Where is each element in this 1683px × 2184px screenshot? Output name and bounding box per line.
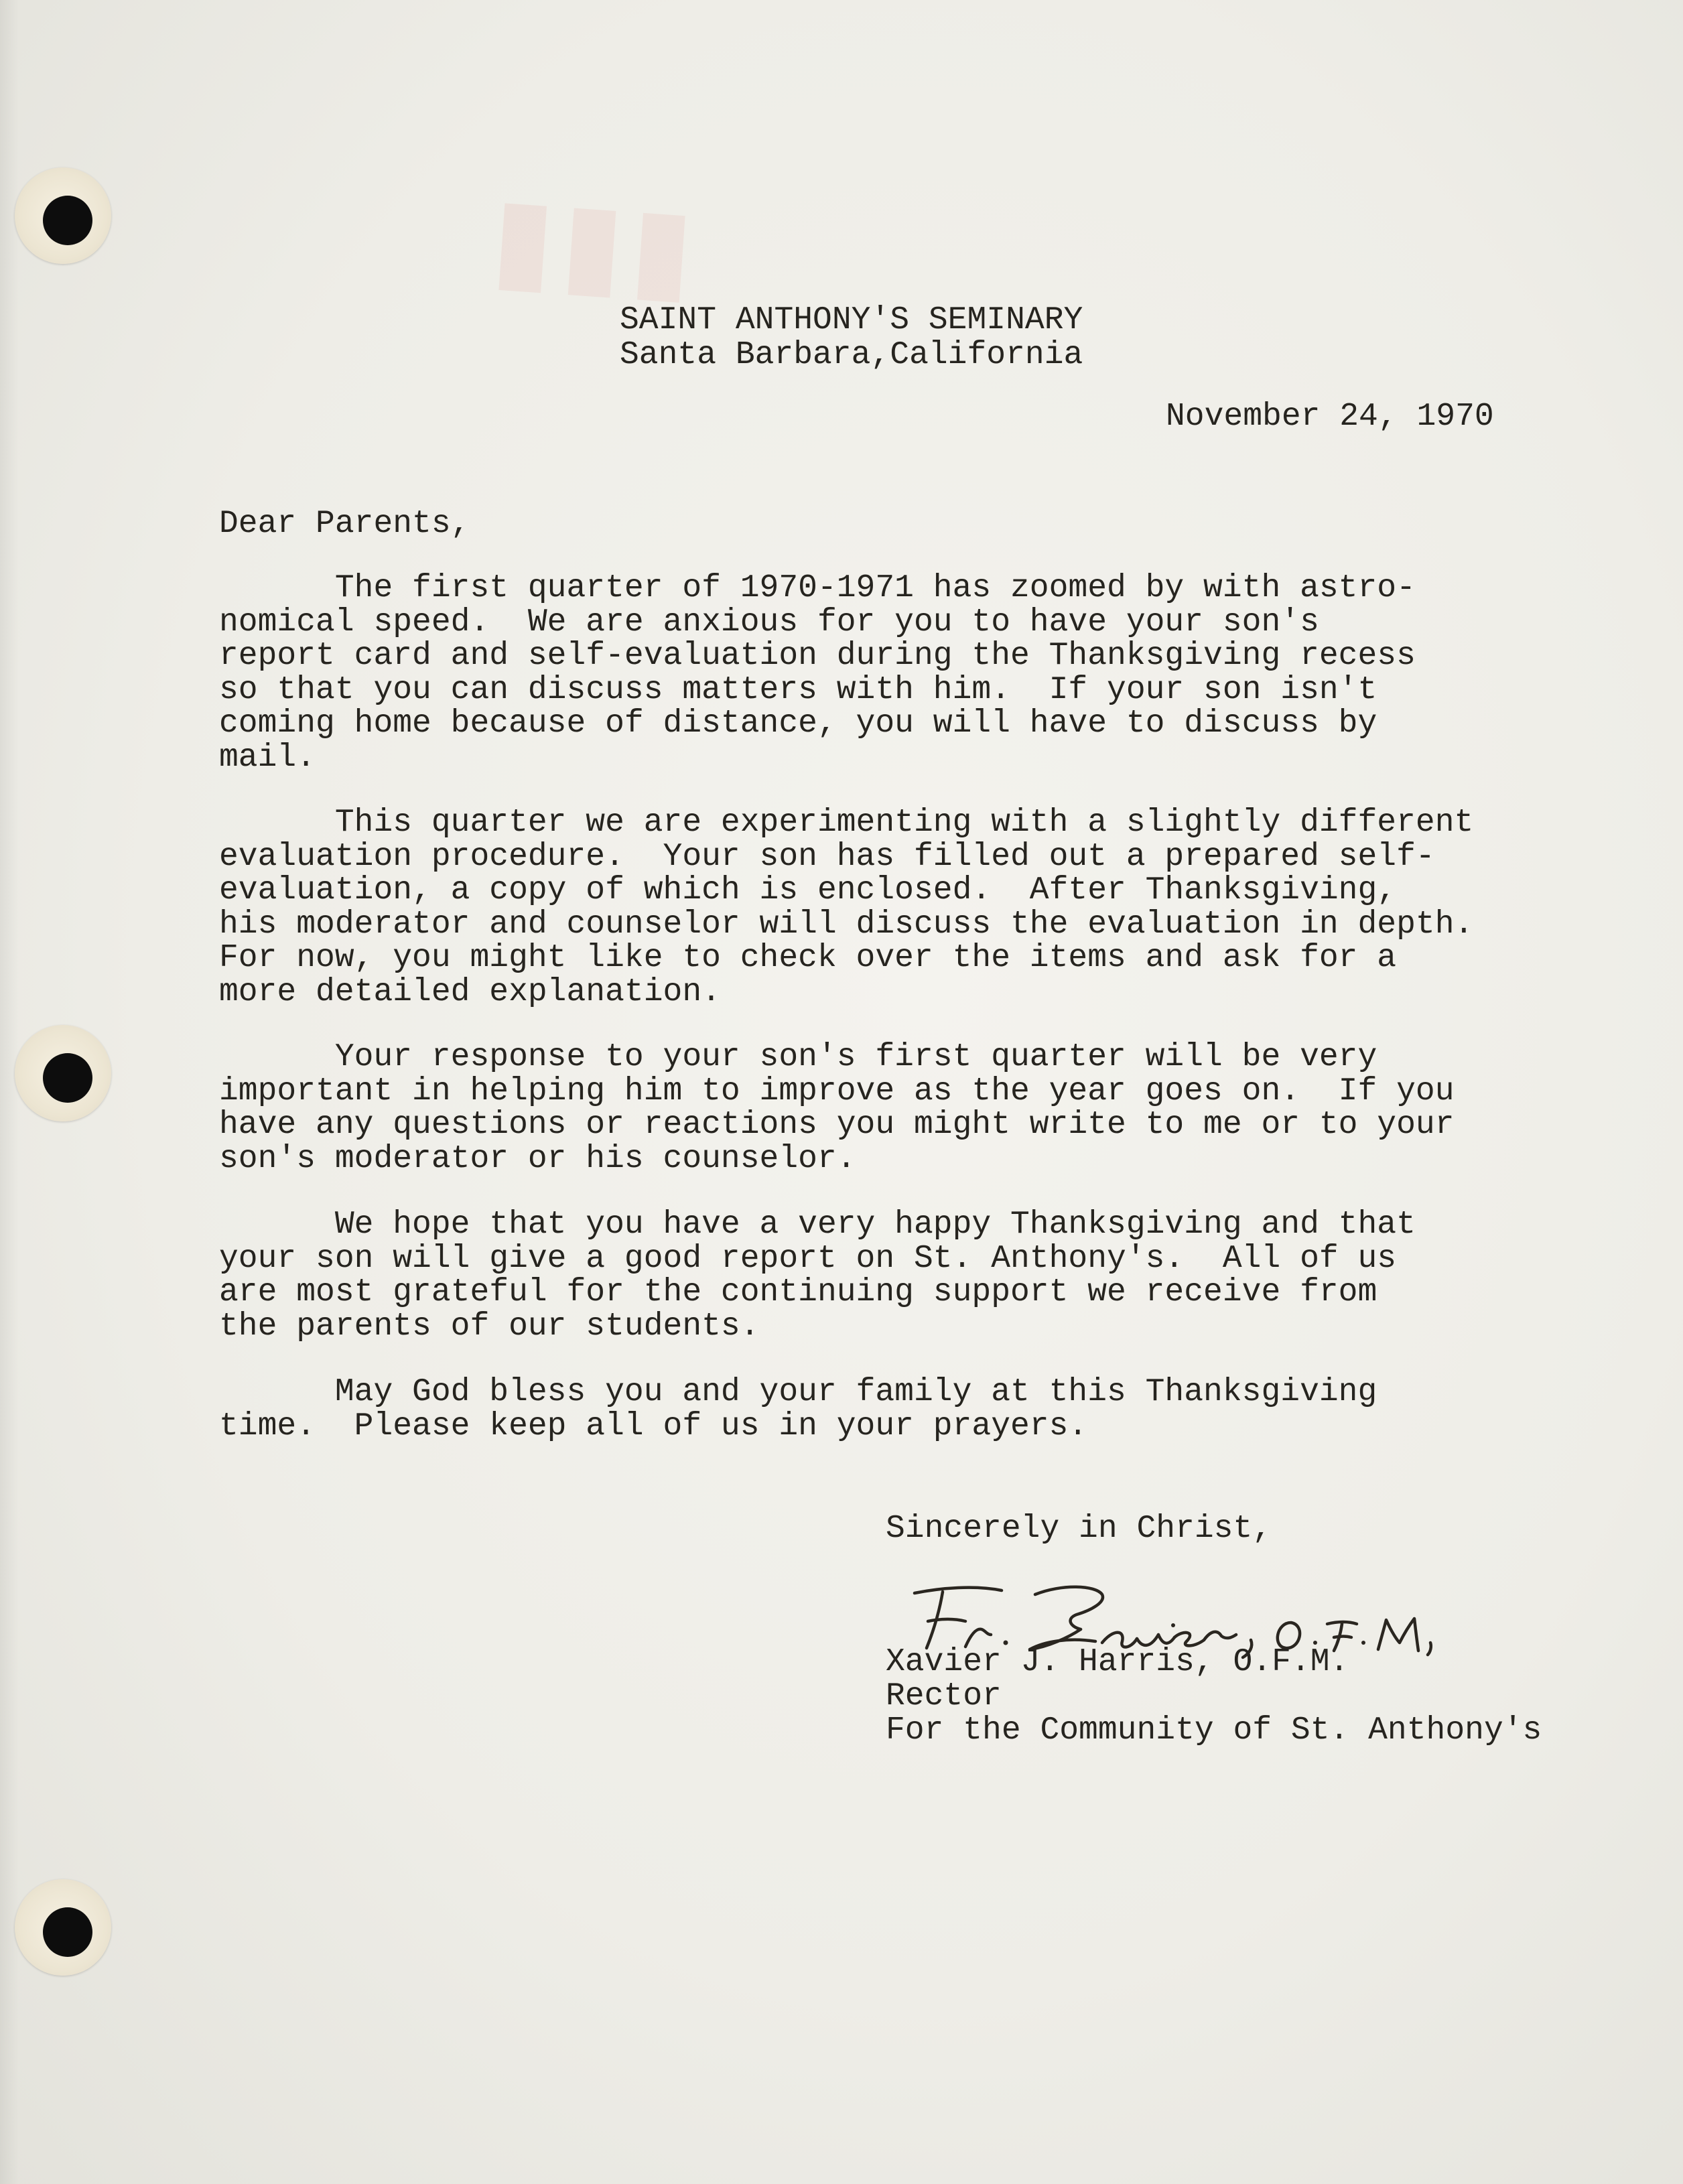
closing: Sincerely in Christ, — [886, 1511, 1272, 1547]
salutation: Dear Parents, — [219, 506, 470, 542]
signatory-name: Xavier J. Harris, O.F.M. — [886, 1644, 1349, 1680]
signatory-title: Rector — [886, 1678, 1002, 1714]
paragraph-3: Your response to your son's first quarter will be very important in helping him to improve as the year goes on. If you have any questions or reactions you might write to me or to your son's moderator or his counselor. — [219, 1039, 1455, 1177]
institution-name: SAINT ANTHONY'S SEMINARY — [620, 302, 1083, 338]
page-edge-shadow — [0, 0, 19, 2184]
punch-hole-top — [15, 167, 111, 264]
signature-block — [886, 1645, 1542, 1748]
paragraph-4: We hope that you have a very happy Thanksgiving and that your son will give a good report on St. Anthony's. All of us are most grateful for the continuing support we receive from the parents of our students. — [219, 1207, 1416, 1345]
letterhead — [620, 303, 1083, 372]
paragraph-2: This quarter we are experimenting with a slightly different evaluation procedure. Your son has filled out a prepared self- evaluation, a copy of which is enclosed. After Thanksgiving, his moderator and counselor will discuss the evaluation in depth. For now, you might like to check over the items and ask for a more detailed explanation. — [219, 805, 1474, 1010]
paragraph-5: May God bless you and your family at this Thanksgiving time. Please keep all of us in your prayers. — [219, 1374, 1377, 1444]
institution-location: Santa Barbara,California — [620, 337, 1083, 373]
signatory-affiliation: For the Community of St. Anthony's — [886, 1712, 1542, 1749]
paragraph-1: The first quarter of 1970-1971 has zoomed by with astro- nomical speed. We are anxious for you to have your son's report card and self-evaluation during the Thanksgiving recess so that you can discuss matters with him. If your son isn't coming home because of distance, you will have to discuss by mail. — [219, 570, 1416, 776]
punch-hole-bottom — [15, 1879, 111, 1976]
punch-hole-middle — [15, 1025, 111, 1121]
letter-date: November 24, 1970 — [1166, 399, 1494, 435]
bleed-through-stamp: ▮▮▮ — [480, 168, 698, 318]
